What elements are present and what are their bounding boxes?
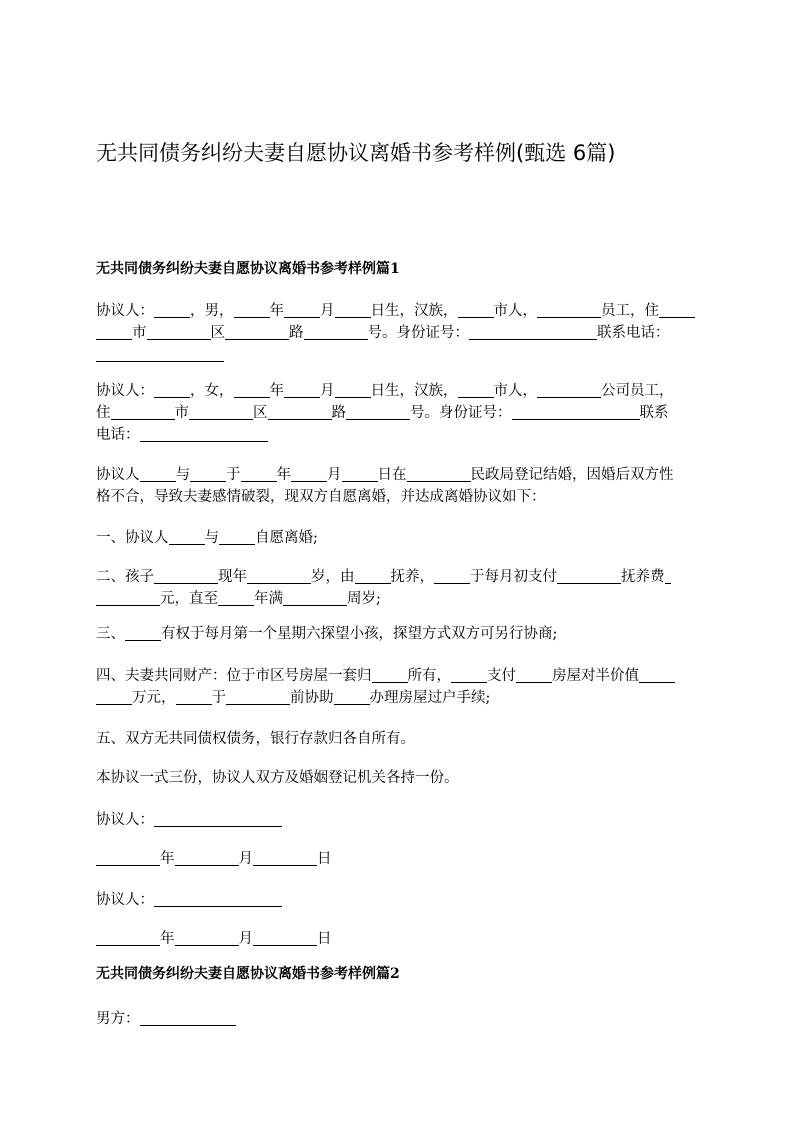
blank-field[interactable] <box>458 382 494 398</box>
blank-field[interactable] <box>111 404 175 420</box>
blank-field[interactable] <box>557 568 621 584</box>
signature-field[interactable] <box>154 891 282 907</box>
blank-field[interactable] <box>342 466 378 482</box>
section-1-heading: 无共同债务纠纷夫妻自愿协议离婚书参考样例篇1 <box>96 261 400 277</box>
blank-field[interactable] <box>234 382 270 398</box>
blank-field[interactable] <box>407 466 471 482</box>
blank-field[interactable] <box>154 302 190 318</box>
blank-field[interactable] <box>140 1010 236 1026</box>
signature-field[interactable] <box>154 811 282 827</box>
blank-field[interactable] <box>335 302 371 318</box>
blank-field[interactable] <box>96 346 224 362</box>
blank-field[interactable] <box>175 850 239 866</box>
blank-field[interactable] <box>335 382 371 398</box>
blank-field[interactable] <box>225 324 289 340</box>
blank-field[interactable] <box>537 302 601 318</box>
blank-field[interactable] <box>451 667 487 683</box>
blank-field[interactable] <box>458 302 494 318</box>
blank-field[interactable] <box>147 324 211 340</box>
clause-3-visitation: 三、 有权于每月第一个星期六探望小孩，探望方式双方可另行协商; <box>96 626 558 642</box>
clause-2-custody: 二、孩子 现年 岁，由 抚养， 于每月初支付 抚养费 元，直至 年满 周岁; <box>96 566 696 610</box>
signature-line-2: 协议人： <box>96 889 696 911</box>
blank-field[interactable] <box>176 689 212 705</box>
blank-field[interactable] <box>234 302 270 318</box>
marriage-info: 协议人 与 于 年 月 日在 民政局登记结婚，因婚后双方性 格不合，导致夫妻感情破裂，现双方自愿离婚，并达成离婚协议如下： <box>96 467 674 505</box>
blank-field[interactable] <box>125 625 161 641</box>
blank-field[interactable] <box>346 404 410 420</box>
copies-statement: 本协议一式三份，协议人双方及婚姻登记机关各持一份。 <box>96 770 459 786</box>
blank-field[interactable] <box>291 466 327 482</box>
clause-4-property: 四、夫妻共同财产：位于市区号房屋一套归 所有， 支付 房屋对半价值 万元， 于 前协助 办理房屋过户手续; <box>96 665 696 709</box>
blank-field[interactable] <box>516 667 552 683</box>
blank-field[interactable] <box>253 850 317 866</box>
blank-field[interactable] <box>140 426 268 442</box>
blank-field[interactable] <box>355 568 391 584</box>
blank-field[interactable] <box>241 466 277 482</box>
blank-field[interactable] <box>283 590 347 606</box>
male-party-line: 男方： <box>96 1008 696 1030</box>
blank-field[interactable] <box>96 590 160 606</box>
party-2-info: 协议人： ，女， 年 月 日生，汉族， 市人， 公司员工， 住 市 区 路 号。身份证号： 联系 电话： <box>96 383 674 443</box>
blank-field[interactable] <box>189 404 253 420</box>
blank-field[interactable] <box>334 689 370 705</box>
blank-field[interactable] <box>284 382 320 398</box>
blank-field[interactable] <box>169 529 205 545</box>
blank-field[interactable] <box>96 930 160 946</box>
blank-field[interactable] <box>304 324 368 340</box>
blank-field[interactable] <box>175 930 239 946</box>
blank-field[interactable] <box>96 850 160 866</box>
blank-field[interactable] <box>218 590 254 606</box>
blank-field[interactable] <box>226 689 290 705</box>
blank-field[interactable] <box>469 324 597 340</box>
blank-field[interactable] <box>96 689 132 705</box>
signature-line-1: 协议人： <box>96 809 696 831</box>
section-2-heading: 无共同债务纠纷夫妻自愿协议离婚书参考样例篇2 <box>96 966 400 982</box>
blank-field[interactable] <box>665 568 671 584</box>
date-line-2: 年 月 日 <box>96 928 696 950</box>
party-1-info: 协议人： ，男， 年 月 日生，汉族， 市人， 员工，住 市 区 路 号。身份证号： 联系电话： <box>96 300 696 366</box>
clause-5-debts: 五、双方无共同债权债务，银行存款归各自所有。 <box>96 731 415 747</box>
blank-field[interactable] <box>512 404 640 420</box>
blank-field[interactable] <box>434 568 470 584</box>
date-line-1: 年 月 日 <box>96 848 696 870</box>
blank-field[interactable] <box>96 324 132 340</box>
blank-field[interactable] <box>537 382 601 398</box>
blank-field[interactable] <box>659 302 695 318</box>
blank-field[interactable] <box>284 302 320 318</box>
blank-field[interactable] <box>219 529 255 545</box>
blank-field[interactable] <box>154 382 190 398</box>
blank-field[interactable] <box>190 466 226 482</box>
blank-field[interactable] <box>154 568 218 584</box>
blank-field[interactable] <box>140 466 176 482</box>
blank-field[interactable] <box>639 667 675 683</box>
blank-field[interactable] <box>268 404 332 420</box>
document-title: 无共同债务纠纷夫妻自愿协议离婚书参考样例(甄选 6篇) <box>96 141 616 165</box>
blank-field[interactable] <box>372 667 408 683</box>
blank-field[interactable] <box>247 568 311 584</box>
blank-field[interactable] <box>253 930 317 946</box>
clause-1: 一、协议人 与 自愿离婚; <box>96 530 318 546</box>
